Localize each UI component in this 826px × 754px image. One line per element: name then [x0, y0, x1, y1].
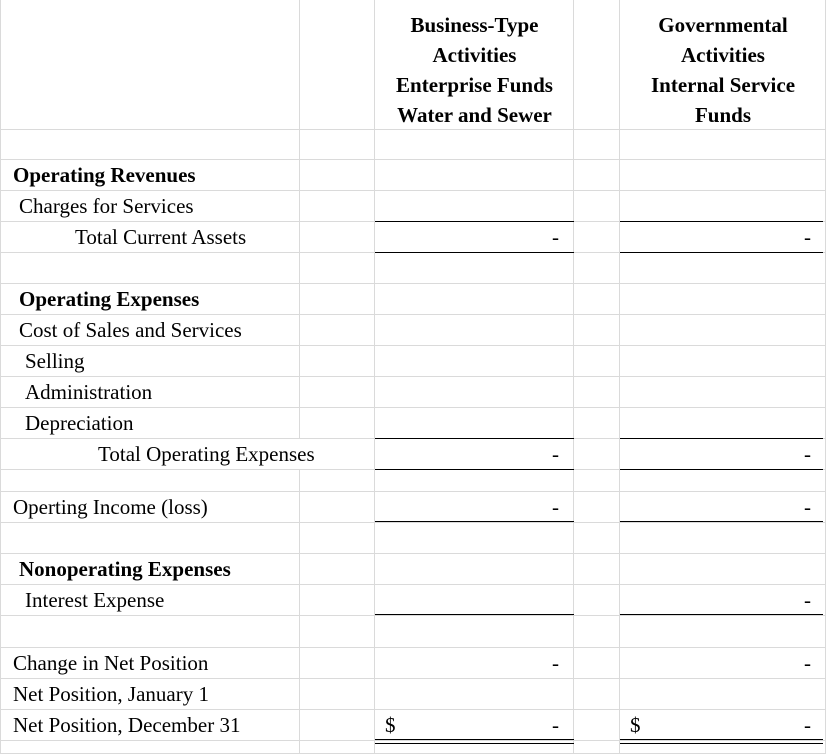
- cell[interactable]: [0, 616, 300, 648]
- section-heading: Operating Revenues: [13, 163, 196, 187]
- cell[interactable]: [574, 616, 620, 648]
- cell[interactable]: [375, 191, 574, 222]
- cell[interactable]: [620, 315, 826, 346]
- row-operating-expenses: [0, 284, 826, 315]
- cell[interactable]: [620, 191, 826, 222]
- cell[interactable]: [375, 377, 574, 408]
- amount-cell[interactable]: [375, 222, 574, 253]
- amount-cell[interactable]: [620, 585, 826, 616]
- row-label: Change in Net Position: [13, 651, 209, 675]
- blank-row: [0, 253, 826, 284]
- cell[interactable]: [574, 741, 620, 754]
- single-underline: [620, 521, 823, 522]
- cell[interactable]: [300, 523, 375, 554]
- cell[interactable]: [620, 616, 826, 648]
- cell[interactable]: [620, 284, 826, 315]
- amount-cell[interactable]: [620, 648, 826, 679]
- header-cell-business-type[interactable]: [375, 0, 574, 130]
- row-cost-of-sales: [0, 315, 826, 346]
- header-business-type: [375, 0, 574, 130]
- cell[interactable]: [300, 741, 375, 754]
- amount-value: -: [804, 713, 811, 737]
- amount-cell[interactable]: [620, 710, 826, 741]
- cell[interactable]: [0, 648, 300, 679]
- amount-cell[interactable]: [375, 648, 574, 679]
- cell[interactable]: [375, 253, 574, 284]
- currency-symbol: $: [630, 713, 641, 737]
- cell[interactable]: [0, 439, 315, 470]
- cell[interactable]: [300, 222, 375, 253]
- amount-cell[interactable]: [375, 710, 574, 741]
- cell[interactable]: [620, 130, 826, 160]
- cell[interactable]: [300, 315, 375, 346]
- single-underline: [375, 221, 574, 222]
- cell[interactable]: [0, 284, 300, 315]
- cell[interactable]: [0, 315, 300, 346]
- row-total-operating-expenses: [0, 439, 826, 470]
- cell[interactable]: [300, 616, 375, 648]
- cell[interactable]: [574, 222, 620, 253]
- cell[interactable]: [574, 284, 620, 315]
- header-line: Activities: [681, 43, 765, 67]
- row-label: Selling: [25, 349, 85, 373]
- blank-row: [0, 130, 826, 160]
- header-line: Water and Sewer: [397, 103, 552, 127]
- cell[interactable]: [300, 554, 375, 585]
- single-underline: [375, 614, 574, 615]
- cell[interactable]: [0, 253, 300, 284]
- cell[interactable]: [375, 315, 574, 346]
- cell[interactable]: [300, 408, 375, 439]
- cell[interactable]: [574, 648, 620, 679]
- single-underline: [620, 438, 823, 439]
- amount-value: -: [552, 442, 559, 466]
- row-net-position-jan1: [0, 679, 826, 710]
- cell[interactable]: [574, 191, 620, 222]
- amount-value: -: [552, 225, 559, 249]
- amount-value: -: [804, 495, 811, 519]
- cell[interactable]: [574, 679, 620, 710]
- header-line: Enterprise Funds: [396, 73, 553, 97]
- header-line: Business-Type: [410, 13, 539, 37]
- header-cell-governmental[interactable]: [620, 0, 826, 130]
- single-underline: [375, 521, 574, 522]
- cell[interactable]: [574, 130, 620, 160]
- amount-value: -: [804, 588, 811, 612]
- double-underline: [620, 739, 823, 744]
- cell[interactable]: [574, 253, 620, 284]
- cell[interactable]: [0, 160, 300, 191]
- cell[interactable]: [620, 554, 826, 585]
- cell[interactable]: [574, 408, 620, 439]
- row-administration: [0, 377, 826, 408]
- single-underline: [620, 252, 823, 253]
- row-label: Charges for Services: [19, 194, 194, 218]
- cell[interactable]: [574, 554, 620, 585]
- cell[interactable]: [300, 648, 375, 679]
- cell[interactable]: [574, 470, 620, 492]
- amount-cell[interactable]: [375, 492, 574, 523]
- cell[interactable]: [0, 492, 300, 523]
- cell[interactable]: [375, 130, 574, 160]
- cell[interactable]: [375, 523, 574, 554]
- cell[interactable]: [375, 679, 574, 710]
- header-line: Internal Service: [650, 73, 796, 97]
- cell[interactable]: [574, 377, 620, 408]
- cell[interactable]: [620, 523, 826, 554]
- row-total-current-assets: [0, 222, 826, 253]
- cell[interactable]: [0, 585, 300, 616]
- cell[interactable]: [620, 346, 826, 377]
- cell[interactable]: [375, 470, 574, 492]
- row-label: Net Position, January 1: [13, 682, 209, 706]
- cell[interactable]: [620, 408, 826, 439]
- cell[interactable]: [574, 585, 620, 616]
- row-label: Operting Income (loss): [13, 495, 208, 519]
- cell[interactable]: [300, 439, 375, 470]
- cell[interactable]: [300, 492, 375, 523]
- cell[interactable]: [300, 191, 375, 222]
- row-operating-income: [0, 492, 826, 523]
- cell[interactable]: [0, 679, 300, 710]
- blank-row: [0, 616, 826, 648]
- cell[interactable]: [0, 470, 300, 492]
- cell[interactable]: [300, 710, 375, 741]
- cell[interactable]: [300, 284, 375, 315]
- blank-row: [0, 523, 826, 554]
- amount-value: -: [804, 651, 811, 675]
- row-net-position-dec31: [0, 710, 826, 741]
- single-underline: [375, 438, 574, 439]
- row-label: Administration: [25, 380, 153, 404]
- cell[interactable]: [375, 408, 574, 439]
- row-label: Interest Expense: [25, 588, 165, 612]
- cell[interactable]: [300, 0, 375, 130]
- header-line: Funds: [694, 103, 752, 127]
- single-underline: [375, 469, 574, 470]
- cell[interactable]: [375, 160, 574, 191]
- single-underline: [620, 221, 823, 222]
- cell[interactable]: [0, 346, 300, 377]
- cell[interactable]: [300, 130, 375, 160]
- amount-cell[interactable]: [375, 439, 574, 470]
- amount-value: -: [552, 651, 559, 675]
- cell[interactable]: [574, 710, 620, 741]
- amount-value: -: [804, 442, 811, 466]
- cell[interactable]: [574, 523, 620, 554]
- amount-value: -: [552, 713, 559, 737]
- row-charges-for-services: [0, 191, 826, 222]
- header-line: Activities: [432, 43, 517, 67]
- header-governmental: [620, 0, 826, 130]
- cell[interactable]: [0, 130, 300, 160]
- cell[interactable]: [620, 470, 826, 492]
- cell[interactable]: [574, 0, 620, 130]
- cell[interactable]: [620, 253, 826, 284]
- row-label: Total Operating Expenses: [98, 442, 315, 466]
- row-operating-revenues: [0, 160, 826, 191]
- single-underline: [375, 252, 574, 253]
- cell[interactable]: [375, 585, 574, 616]
- single-underline: [620, 614, 823, 615]
- amount-value: -: [804, 225, 811, 249]
- cell[interactable]: [620, 377, 826, 408]
- cell[interactable]: [0, 408, 300, 439]
- row-selling: [0, 346, 826, 377]
- amount-cell[interactable]: [620, 492, 826, 523]
- cell[interactable]: [0, 554, 300, 585]
- cell[interactable]: [620, 160, 826, 191]
- cell[interactable]: [375, 284, 574, 315]
- single-underline: [620, 469, 823, 470]
- cell[interactable]: [0, 523, 300, 554]
- cell[interactable]: [300, 470, 375, 492]
- cell[interactable]: [300, 346, 375, 377]
- cell[interactable]: [620, 679, 826, 710]
- row-nonoperating-expenses: [0, 554, 826, 585]
- cell[interactable]: [300, 377, 375, 408]
- cell[interactable]: [574, 492, 620, 523]
- amount-cell[interactable]: [620, 439, 826, 470]
- cell[interactable]: [0, 191, 300, 222]
- row-change-in-net-position: [0, 648, 826, 679]
- cell[interactable]: [0, 377, 300, 408]
- section-heading: Nonoperating Expenses: [19, 557, 231, 581]
- cell[interactable]: [574, 315, 620, 346]
- cell[interactable]: [300, 160, 375, 191]
- header-row: [0, 0, 826, 130]
- row-label: Total Current Assets: [75, 225, 247, 249]
- section-heading: Operating Expenses: [19, 287, 200, 311]
- cell[interactable]: [300, 253, 375, 284]
- double-underline: [375, 739, 574, 744]
- cell[interactable]: [574, 160, 620, 191]
- currency-symbol: $: [385, 713, 396, 737]
- cell[interactable]: [574, 439, 620, 470]
- cell[interactable]: [0, 741, 300, 754]
- row-interest-expense: [0, 585, 826, 616]
- blank-row: [0, 470, 826, 492]
- amount-value: -: [552, 495, 559, 519]
- cell[interactable]: [300, 679, 375, 710]
- amount-cell[interactable]: [620, 222, 826, 253]
- row-label: Cost of Sales and Services: [19, 318, 242, 342]
- header-line: Governmental: [658, 13, 788, 37]
- cell[interactable]: [0, 0, 300, 130]
- row-depreciation: [0, 408, 826, 439]
- cell[interactable]: [0, 222, 300, 253]
- cell[interactable]: [0, 710, 300, 741]
- cell[interactable]: [300, 585, 375, 616]
- row-label: Net Position, December 31: [13, 713, 241, 737]
- cell[interactable]: [375, 554, 574, 585]
- cell[interactable]: [375, 616, 574, 648]
- cell[interactable]: [574, 346, 620, 377]
- cell[interactable]: [375, 346, 574, 377]
- row-label: Depreciation: [25, 411, 134, 435]
